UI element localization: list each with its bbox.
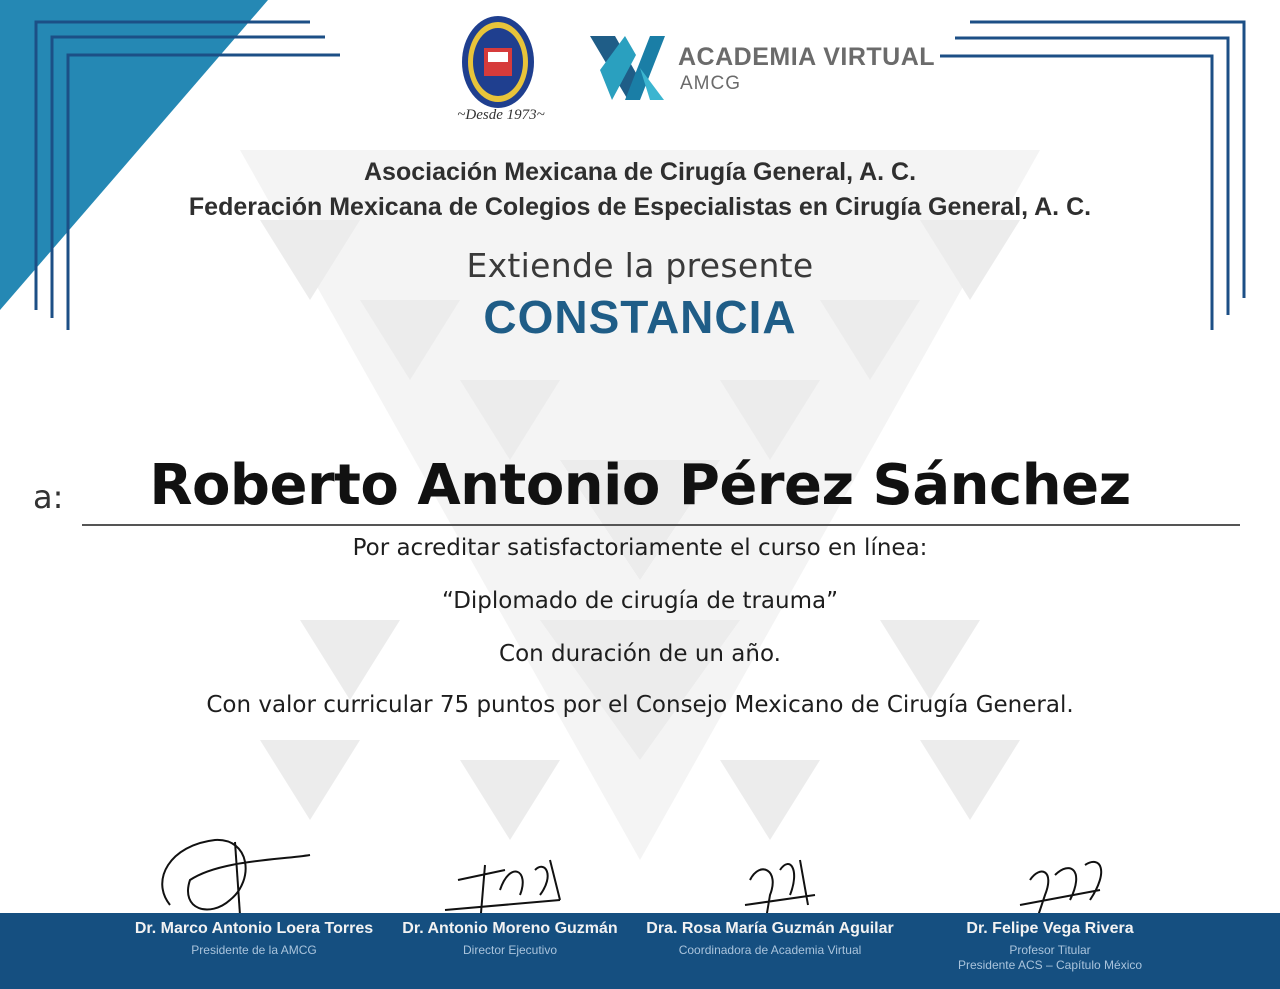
signature-name-3: Dra. Rosa María Guzmán Aguilar <box>646 920 894 937</box>
organization-line-2: Federación Mexicana de Colegios de Especialistas en Cirugía General, A. C. <box>188 193 1092 221</box>
brand-subtitle: AMCG <box>680 73 741 94</box>
organization-line-1: Asociación Mexicana de Cirugía General, A. C. <box>363 158 917 186</box>
recipient-prefix: a: <box>33 478 64 516</box>
body-line-1: Por acreditar satisfactoriamente el curso en línea: <box>352 535 928 561</box>
curricular-value: Con valor curricular 75 puntos por el Consejo Mexicano de Cirugía General. <box>206 692 1074 718</box>
signature-role-2: Director Ejecutivo <box>462 943 558 957</box>
certificate-title: CONSTANCIA <box>483 291 797 343</box>
signature-role-1: Presidente de la AMCG <box>191 943 317 957</box>
signature-role-4b: Presidente ACS – Capítulo México <box>957 958 1143 972</box>
academia-virtual-logo-icon <box>590 36 665 100</box>
signature-role-4a: Profesor Titular <box>1009 943 1091 957</box>
signature-role-3: Coordinadora de Academia Virtual <box>678 943 862 957</box>
amcg-seal-icon <box>462 16 534 108</box>
certificate-intro: Extiende la presente <box>466 246 814 285</box>
signature-name-2: Dr. Antonio Moreno Guzmán <box>402 920 618 937</box>
recipient-name: Roberto Antonio Pérez Sánchez <box>149 453 1131 518</box>
signature-name-1: Dr. Marco Antonio Loera Torres <box>134 920 374 937</box>
signature-name-4: Dr. Felipe Vega Rivera <box>966 920 1134 937</box>
course-duration: Con duración de un año. <box>499 641 781 667</box>
course-name: “Diplomado de cirugía de trauma” <box>442 588 838 614</box>
brand-title: ACADEMIA VIRTUAL <box>678 43 936 71</box>
seal-caption: ~Desde 1973~ <box>457 107 545 123</box>
